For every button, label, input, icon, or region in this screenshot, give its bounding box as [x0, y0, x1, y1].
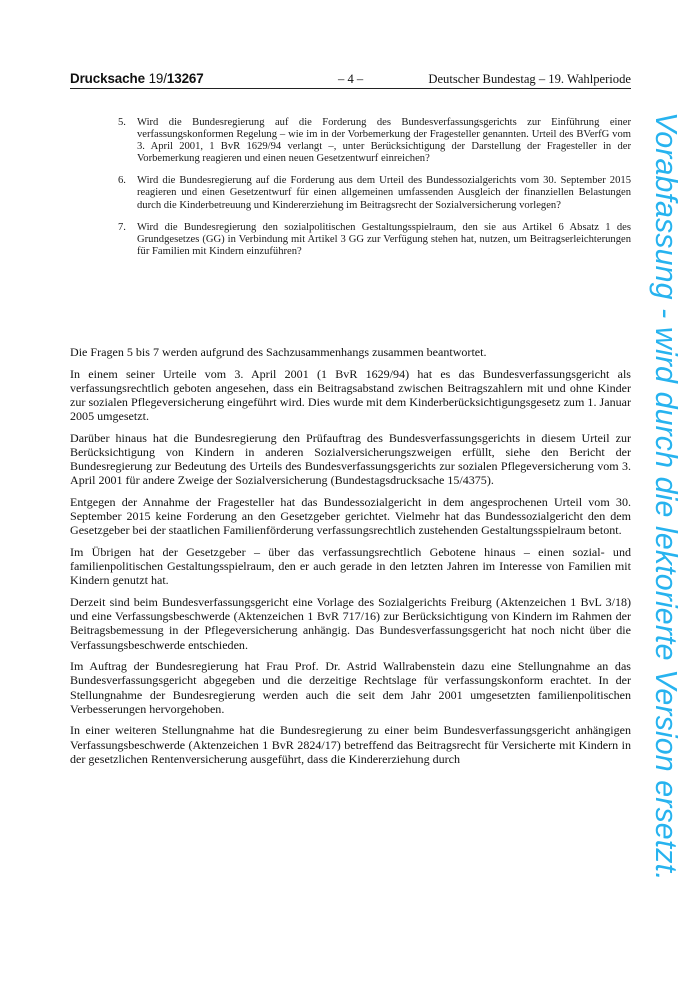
page-header: [70, 71, 631, 89]
watermark-text: Vorabfassung - wird durch die lektorierte Version ersetzt.: [649, 112, 683, 881]
answer-paragraph: Im Auftrag der Bundesregierung hat Frau Prof. Dr. Astrid Wallrabenstein dazu eine Stellungnahme an das Bundesverfassungsgericht abgegeben und die derzeitige Rechtslage für verfassungskonform erachtet. In der Stellungnahme der Bundesregierung werden auch die seit dem Jahr 2001 umgesetzten familienpolitischen Verbesserungen hervorgehoben.: [70, 659, 631, 716]
doc-label: Drucksache: [70, 71, 145, 86]
question-text: Wird die Bundesregierung auf die Forderung des Bundesverfassungsgerichts zur Einführung einer verfassungskonformen Regelung – wie im in der Vorbemerkung der Fragesteller genannten. Urteil des BVerfG vom 3. April 2001, 1 BvR 1629/94 verlangt –, unter Berücksichtigung der Darstellung der Fragesteller in der Vorbemerkung reagieren und einen neuen Gesetzentwurf einreichen?: [137, 117, 631, 165]
answer-paragraph: Darüber hinaus hat die Bundesregierung den Prüfauftrag des Bundesverfassungsgerichts in diesem Urteil zur Berücksichtigung von Kindern in anderen Sozialversicherungszweigen erfüllt, siehe den Bericht der Bundesregierung zur Bedeutung des Urteils des Bundesverfassungsgerichts zur sozialen Pflegeversicherung vom 3. April 2001 für andere Zweige der Sozialversicherung (Bundestagsdrucksache 15/4375).: [70, 430, 631, 488]
page-number: – 4 –: [338, 72, 364, 86]
question-item: [118, 175, 631, 211]
question-list: [118, 117, 631, 268]
question-number: 7.: [118, 221, 126, 233]
document-number: [70, 71, 204, 86]
doc-number: 13267: [166, 71, 204, 86]
doc-number-prefix: 19/: [148, 71, 167, 86]
question-text: Wird die Bundesregierung den sozialpolitischen Gestaltungsspielraum, den sie aus Artikel 6 Absatz 1 des Grundgesetzes (GG) in Verbindung mit Artikel 3 GG zur Verfügung stehen hat, nutzen, um Beitragserleichterungen für Familien mit Kindern einzuführen?: [137, 221, 631, 257]
question-item: [118, 222, 631, 258]
answer-paragraph: In einem seiner Urteile vom 3. April 2001 (1 BvR 1629/94) hat es das Bundesverfassungsgericht als verfassungsrechtlich geboten angesehen, dass ein Beitragsabstand zwischen Beitragszahlern mit und ohne Kinder zur sozialen Pflegeversicherung eingeführt wird. Dies wurde mit dem Kinderberücksichtigungsgesetz zum 1. Januar 2005 umgesetzt.: [70, 366, 631, 424]
institution-label: Deutscher Bundestag – 19. Wahlperiode: [428, 72, 631, 86]
question-number: 6.: [118, 175, 126, 187]
answer-paragraph: Derzeit sind beim Bundesverfassungsgericht eine Vorlage des Sozialgerichts Freiburg (Aktenzeichen 1 BvL 3/18) und eine Verfassungsbeschwerde (Aktenzeichen 1 BvR 717/16) zur Berücksichtigung von Kindern im Rahmen der Beitragsbemessung in der Pflegeversicherung anhängig. Das Bundesverfassungsgericht hat noch nicht über die Verfassungsbeschwerde entschieden.: [70, 595, 631, 652]
question-text: Wird die Bundesregierung auf die Forderung aus dem Urteil des Bundessozialgerichts vom 30. September 2015 reagieren und einen Gesetzentwurf für einen allgemeinen umfassenden Ausgleich der finanziellen Belastungen durch die Kinderbetreuung und Kindererziehung im Beitragsrecht der Sozialversicherung vorlegen?: [137, 175, 631, 211]
answer-paragraph: In einer weiteren Stellungnahme hat die Bundesregierung zu einer beim Bundesverfassungsgericht anhängigen Verfassungsbeschwerde (Aktenzeichen 1 BvR 2824/17) betreffend das Beitragsrecht für Versicherte mit Kindern in der gesetzlichen Rentenversicherung ausgeführt, dass die Kindererziehung durch: [70, 723, 631, 766]
header-rule: [70, 88, 631, 89]
answer-body: [70, 345, 631, 773]
question-item: [118, 117, 631, 165]
answer-paragraph: Im Übrigen hat der Gesetzgeber – über das verfassungsrechtlich Gebotene hinaus – einen sozial- und familienpolitischen Gestaltungsspielraum, den er auch gerade in den letzten Jahren im Interesse von Familien mit Kindern genutzt hat.: [70, 545, 631, 588]
answer-paragraph: Entgegen der Annahme der Fragesteller hat das Bundessozialgericht in dem angesprochenen Urteil vom 30. September 2015 keine Forderung an den Gesetzgeber gerichtet. Vielmehr hat das Bundessozialgericht den dem Gesetzgeber bei der staatlichen Familienförderung verfassungsrechtlich zustehenden Gestaltungsspielraum betont.: [70, 495, 631, 538]
draft-watermark: [643, 112, 683, 882]
answer-paragraph: Die Fragen 5 bis 7 werden aufgrund des Sachzusammenhangs zusammen beantwortet.: [70, 345, 487, 359]
question-number: 5.: [118, 117, 126, 128]
